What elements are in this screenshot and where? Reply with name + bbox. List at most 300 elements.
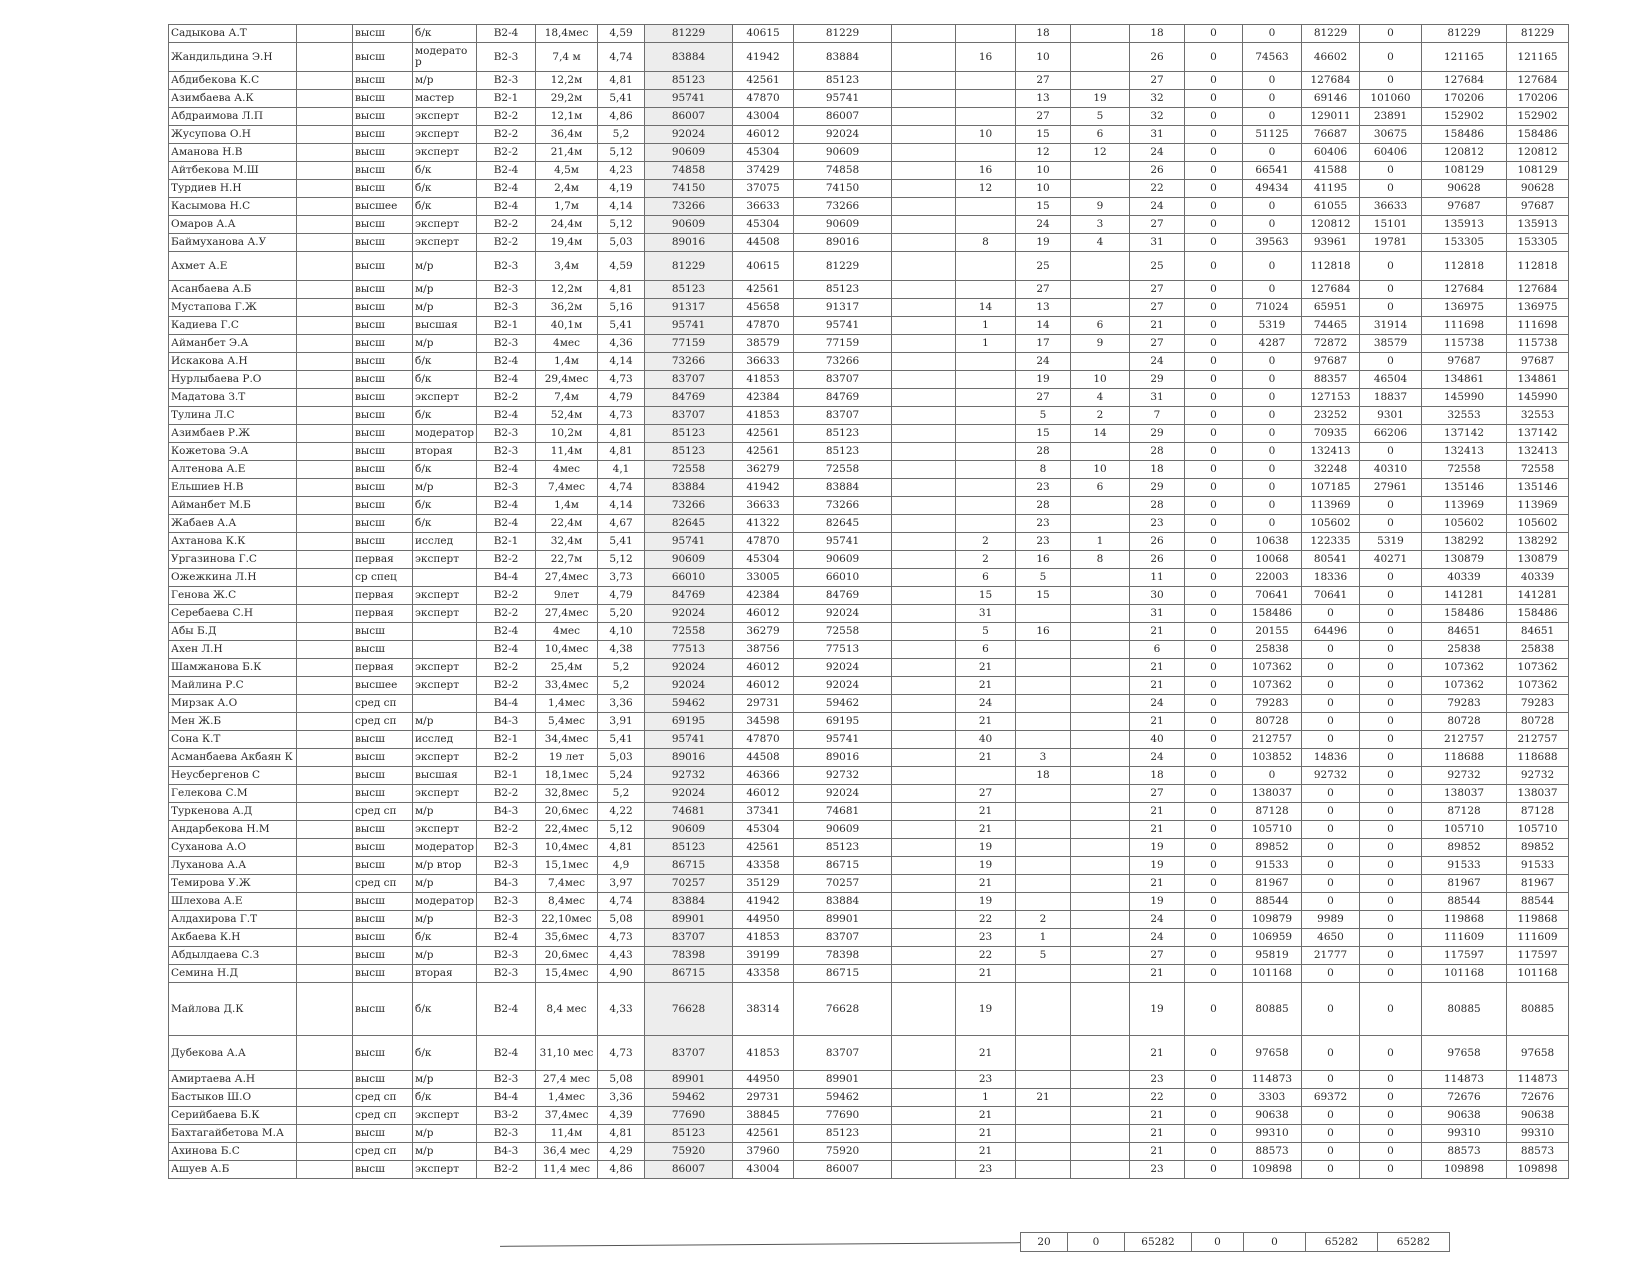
table-cell: 4,86 xyxy=(598,108,645,126)
table-cell xyxy=(297,1107,353,1125)
table-cell xyxy=(956,443,1016,461)
table-cell xyxy=(1016,1125,1071,1143)
table-cell: 27 xyxy=(956,785,1016,803)
table-cell: 4,14 xyxy=(598,198,645,216)
table-cell: 85123 xyxy=(794,281,892,299)
table-cell: 27 xyxy=(1130,281,1185,299)
table-cell: 37,4мес xyxy=(536,1107,598,1125)
table-cell: 24 xyxy=(1130,353,1185,371)
table-cell: 4мес xyxy=(536,461,598,479)
table-cell xyxy=(892,216,956,234)
table-cell: 135146 xyxy=(1422,479,1507,497)
table-cell: В2-2 xyxy=(477,216,536,234)
table-row xyxy=(169,479,1569,497)
table-cell: 2 xyxy=(956,533,1016,551)
table-cell: 33005 xyxy=(733,569,794,587)
table-cell xyxy=(297,713,353,731)
total-cell: 65282 xyxy=(1378,1233,1450,1252)
table-cell: 23 xyxy=(1130,1071,1185,1089)
employee-name-cell: Аманова Н.В xyxy=(169,144,297,162)
table-cell xyxy=(1071,893,1130,911)
table-cell xyxy=(1071,857,1130,875)
table-cell: 81229 xyxy=(1507,25,1569,43)
table-cell xyxy=(892,497,956,515)
table-cell: 97658 xyxy=(1422,1036,1507,1071)
table-cell: 132413 xyxy=(1302,443,1360,461)
table-cell: 83884 xyxy=(794,43,892,72)
table-cell: 101168 xyxy=(1422,965,1507,983)
employee-name-cell: Дубекова А.А xyxy=(169,1036,297,1071)
table-cell xyxy=(1071,1107,1130,1125)
table-cell xyxy=(1071,875,1130,893)
table-cell: модератор xyxy=(413,425,477,443)
table-cell: 1,4мес xyxy=(536,695,598,713)
table-cell: 39199 xyxy=(733,947,794,965)
table-cell: 158486 xyxy=(1507,126,1569,144)
table-cell: 21,4м xyxy=(536,144,598,162)
table-row xyxy=(169,72,1569,90)
table-cell: 4,73 xyxy=(598,1036,645,1071)
table-cell: 27 xyxy=(1130,947,1185,965)
table-cell xyxy=(892,43,956,72)
table-cell: 4,74 xyxy=(598,479,645,497)
table-cell: 120812 xyxy=(1422,144,1507,162)
table-cell: 113969 xyxy=(1507,497,1569,515)
table-cell: 22 xyxy=(956,947,1016,965)
table-cell: 136975 xyxy=(1507,299,1569,317)
table-cell xyxy=(956,198,1016,216)
table-cell: 23 xyxy=(1016,479,1071,497)
table-cell: 22 xyxy=(1130,1089,1185,1107)
table-cell: исслед xyxy=(413,533,477,551)
table-cell: 36,4м xyxy=(536,126,598,144)
table-cell: высш xyxy=(353,515,413,533)
table-cell: 36279 xyxy=(733,623,794,641)
table-cell: м/р xyxy=(413,1071,477,1089)
table-cell xyxy=(892,281,956,299)
table-cell: 44508 xyxy=(733,749,794,767)
table-cell: 0 xyxy=(1185,911,1243,929)
table-cell: 0 xyxy=(1360,43,1422,72)
table-cell: высш xyxy=(353,126,413,144)
table-cell: 1,4мес xyxy=(536,1089,598,1107)
table-cell: 0 xyxy=(1185,731,1243,749)
table-cell: 10,4мес xyxy=(536,641,598,659)
table-cell: 8 xyxy=(1071,551,1130,569)
table-cell: 109879 xyxy=(1243,911,1302,929)
table-cell: 92024 xyxy=(645,126,733,144)
table-cell: 0 xyxy=(1185,659,1243,677)
table-cell: 90609 xyxy=(794,216,892,234)
table-cell: 80885 xyxy=(1507,983,1569,1036)
table-cell: 27 xyxy=(1016,72,1071,90)
table-cell xyxy=(956,767,1016,785)
table-cell: 4,59 xyxy=(598,252,645,281)
table-cell: 92024 xyxy=(645,785,733,803)
table-cell: 0 xyxy=(1185,299,1243,317)
table-cell: 0 xyxy=(1185,144,1243,162)
table-cell: 45304 xyxy=(733,144,794,162)
table-row xyxy=(169,1143,1569,1161)
table-cell: 0 xyxy=(1302,965,1360,983)
table-cell: 5,12 xyxy=(598,821,645,839)
table-cell: В2-4 xyxy=(477,180,536,198)
table-cell xyxy=(892,1036,956,1071)
table-cell: 105602 xyxy=(1302,515,1360,533)
total-cell: 65282 xyxy=(1125,1233,1192,1252)
table-cell: 72558 xyxy=(645,461,733,479)
employee-name-cell: Баймуханова А.У xyxy=(169,234,297,252)
table-cell: 0 xyxy=(1185,551,1243,569)
table-cell xyxy=(413,641,477,659)
table-cell xyxy=(297,947,353,965)
table-cell xyxy=(1071,1161,1130,1179)
table-cell: 45304 xyxy=(733,821,794,839)
table-cell: 0 xyxy=(1360,1036,1422,1071)
table-row xyxy=(169,803,1569,821)
table-cell: высш xyxy=(353,144,413,162)
table-cell: 89016 xyxy=(645,234,733,252)
table-cell xyxy=(297,162,353,180)
table-cell: 25 xyxy=(1016,252,1071,281)
table-cell: В4-4 xyxy=(477,1089,536,1107)
table-cell xyxy=(892,965,956,983)
table-cell: 109898 xyxy=(1422,1161,1507,1179)
table-cell: 85123 xyxy=(794,443,892,461)
table-cell: 73266 xyxy=(794,353,892,371)
table-cell: высш xyxy=(353,965,413,983)
table-cell: 19 xyxy=(1130,893,1185,911)
table-cell: 115738 xyxy=(1507,335,1569,353)
table-cell xyxy=(892,605,956,623)
table-cell: 0 xyxy=(1185,371,1243,389)
table-cell: эксперт xyxy=(413,551,477,569)
table-cell xyxy=(1071,605,1130,623)
table-cell xyxy=(297,983,353,1036)
table-cell xyxy=(892,1071,956,1089)
table-cell: 11,4м xyxy=(536,443,598,461)
table-cell xyxy=(892,25,956,43)
table-cell: 81229 xyxy=(645,25,733,43)
table-cell: 18837 xyxy=(1360,389,1422,407)
table-cell: В2-3 xyxy=(477,893,536,911)
table-cell xyxy=(297,551,353,569)
table-cell: 40615 xyxy=(733,252,794,281)
table-cell xyxy=(297,389,353,407)
table-cell: 117597 xyxy=(1507,947,1569,965)
table-cell: 95741 xyxy=(794,317,892,335)
table-cell xyxy=(892,1143,956,1161)
table-row xyxy=(169,605,1569,623)
table-cell: 36279 xyxy=(733,461,794,479)
table-cell: 28 xyxy=(1016,497,1071,515)
table-cell: 22,10мес xyxy=(536,911,598,929)
table-cell: В2-4 xyxy=(477,623,536,641)
table-cell: 114873 xyxy=(1422,1071,1507,1089)
table-cell xyxy=(892,929,956,947)
table-cell: 119868 xyxy=(1422,911,1507,929)
table-cell: эксперт xyxy=(413,605,477,623)
table-cell: 105710 xyxy=(1422,821,1507,839)
table-cell: высш xyxy=(353,317,413,335)
table-cell: 97687 xyxy=(1507,198,1569,216)
table-cell: 112818 xyxy=(1507,252,1569,281)
table-cell: 4,81 xyxy=(598,72,645,90)
table-cell xyxy=(297,803,353,821)
employee-name-cell: Мадатова З.Т xyxy=(169,389,297,407)
employee-name-cell: Генова Ж.С xyxy=(169,587,297,605)
table-cell: В2-2 xyxy=(477,551,536,569)
table-cell: 47870 xyxy=(733,90,794,108)
table-cell: 86007 xyxy=(794,108,892,126)
table-cell: 86715 xyxy=(645,857,733,875)
table-cell: 25,4м xyxy=(536,659,598,677)
table-cell: 0 xyxy=(1360,299,1422,317)
table-cell: 108129 xyxy=(1422,162,1507,180)
table-cell: В2-4 xyxy=(477,371,536,389)
table-cell xyxy=(297,1071,353,1089)
table-cell: 0 xyxy=(1302,875,1360,893)
table-cell: 0 xyxy=(1360,893,1422,911)
table-cell: 0 xyxy=(1185,1161,1243,1179)
table-cell: 91533 xyxy=(1243,857,1302,875)
employee-name-cell: Айманбет М.Б xyxy=(169,497,297,515)
table-cell: 0 xyxy=(1185,281,1243,299)
table-cell xyxy=(956,216,1016,234)
table-cell: 27961 xyxy=(1360,479,1422,497)
table-cell: 107362 xyxy=(1243,659,1302,677)
table-cell: 0 xyxy=(1360,1107,1422,1125)
table-cell xyxy=(297,695,353,713)
table-cell xyxy=(297,929,353,947)
table-cell: 127153 xyxy=(1302,389,1360,407)
table-cell: 5 xyxy=(1071,108,1130,126)
table-cell: 97687 xyxy=(1507,353,1569,371)
table-cell: 32553 xyxy=(1422,407,1507,425)
table-cell xyxy=(297,281,353,299)
table-cell: 127684 xyxy=(1302,281,1360,299)
table-cell: 41942 xyxy=(733,893,794,911)
table-cell: В2-2 xyxy=(477,234,536,252)
table-cell xyxy=(892,1161,956,1179)
table-cell: 29731 xyxy=(733,1089,794,1107)
table-row xyxy=(169,929,1569,947)
table-cell: 106959 xyxy=(1243,929,1302,947)
employee-name-cell: Ургазинова Г.С xyxy=(169,551,297,569)
table-cell xyxy=(297,875,353,893)
table-cell: 83884 xyxy=(645,893,733,911)
table-cell: 45658 xyxy=(733,299,794,317)
table-cell: В2-4 xyxy=(477,198,536,216)
table-cell: 0 xyxy=(1185,108,1243,126)
table-cell xyxy=(297,515,353,533)
table-cell: сред сп xyxy=(353,803,413,821)
table-cell: В2-4 xyxy=(477,461,536,479)
table-cell: 4,19 xyxy=(598,180,645,198)
table-cell: 105602 xyxy=(1422,515,1507,533)
table-cell xyxy=(892,234,956,252)
table-cell: 90609 xyxy=(794,144,892,162)
table-cell: 38579 xyxy=(1360,335,1422,353)
table-cell xyxy=(297,1089,353,1107)
table-cell: 41322 xyxy=(733,515,794,533)
table-cell: 212757 xyxy=(1243,731,1302,749)
table-cell: 3,36 xyxy=(598,695,645,713)
table-cell: м/р xyxy=(413,479,477,497)
table-cell: 0 xyxy=(1360,713,1422,731)
table-cell: В2-2 xyxy=(477,108,536,126)
table-row xyxy=(169,299,1569,317)
table-cell: 22 xyxy=(956,911,1016,929)
table-cell: высш xyxy=(353,90,413,108)
table-cell: В2-2 xyxy=(477,389,536,407)
table-cell: В2-4 xyxy=(477,353,536,371)
table-cell: 0 xyxy=(1185,641,1243,659)
table-cell xyxy=(297,587,353,605)
table-cell: 31 xyxy=(1130,389,1185,407)
table-cell: б/к xyxy=(413,198,477,216)
table-cell: 35,6мес xyxy=(536,929,598,947)
table-cell: 10 xyxy=(1071,461,1130,479)
table-cell: 5,41 xyxy=(598,317,645,335)
table-cell: 24 xyxy=(1016,353,1071,371)
table-cell: 158486 xyxy=(1422,605,1507,623)
table-cell: 77159 xyxy=(794,335,892,353)
table-cell xyxy=(297,785,353,803)
table-cell: 5,2 xyxy=(598,659,645,677)
table-cell xyxy=(297,25,353,43)
table-cell: 134861 xyxy=(1422,371,1507,389)
table-cell: 19 xyxy=(956,893,1016,911)
table-cell: В2-3 xyxy=(477,947,536,965)
table-cell: 32248 xyxy=(1302,461,1360,479)
table-cell: 32,8мес xyxy=(536,785,598,803)
table-cell: 0 xyxy=(1360,605,1422,623)
table-cell: 47870 xyxy=(733,731,794,749)
total-cell: 65282 xyxy=(1306,1233,1378,1252)
table-cell: 89016 xyxy=(794,234,892,252)
table-cell: высш xyxy=(353,216,413,234)
table-cell: 0 xyxy=(1360,281,1422,299)
table-cell: 46602 xyxy=(1302,43,1360,72)
table-cell: б/к xyxy=(413,371,477,389)
table-cell: 4,73 xyxy=(598,371,645,389)
table-cell xyxy=(413,569,477,587)
table-cell: 12,2м xyxy=(536,72,598,90)
table-cell: 11 xyxy=(1130,569,1185,587)
table-cell: 81967 xyxy=(1422,875,1507,893)
table-cell xyxy=(1071,1125,1130,1143)
table-cell: 7,4мес xyxy=(536,875,598,893)
table-cell: эксперт xyxy=(413,234,477,252)
employee-name-cell: Абдибекова К.С xyxy=(169,72,297,90)
table-cell: б/к xyxy=(413,515,477,533)
employee-name-cell: Шамжанова Б.К xyxy=(169,659,297,677)
total-cell: 20 xyxy=(1021,1233,1068,1252)
table-cell: 7,4 м xyxy=(536,43,598,72)
table-cell: 77513 xyxy=(794,641,892,659)
table-cell: 14836 xyxy=(1302,749,1360,767)
table-cell: эксперт xyxy=(413,1161,477,1179)
table-cell: 5,08 xyxy=(598,911,645,929)
table-cell: 25838 xyxy=(1243,641,1302,659)
table-cell xyxy=(1071,162,1130,180)
table-cell: 212757 xyxy=(1422,731,1507,749)
table-cell: В2-2 xyxy=(477,126,536,144)
table-cell xyxy=(297,641,353,659)
table-cell: м/р xyxy=(413,252,477,281)
table-cell: 46366 xyxy=(733,767,794,785)
table-cell xyxy=(1016,803,1071,821)
table-cell xyxy=(297,1143,353,1161)
table-cell: первая xyxy=(353,605,413,623)
employee-name-cell: Ахен Л.Н xyxy=(169,641,297,659)
table-cell: 72558 xyxy=(794,461,892,479)
table-cell xyxy=(892,317,956,335)
table-cell: 6 xyxy=(1130,641,1185,659)
table-cell: первая xyxy=(353,551,413,569)
table-cell: 32,4м xyxy=(536,533,598,551)
table-cell xyxy=(956,461,1016,479)
table-row xyxy=(169,515,1569,533)
table-cell: 38314 xyxy=(733,983,794,1036)
employee-name-cell: Андарбекова Н.М xyxy=(169,821,297,839)
employee-name-cell: Азимбаева А.К xyxy=(169,90,297,108)
table-cell: 0 xyxy=(1360,252,1422,281)
table-cell: 70257 xyxy=(794,875,892,893)
table-cell: 138292 xyxy=(1422,533,1507,551)
table-cell: 22,4м xyxy=(536,515,598,533)
table-cell: 31 xyxy=(1130,126,1185,144)
table-cell xyxy=(956,479,1016,497)
table-cell: 0 xyxy=(1360,947,1422,965)
table-cell: 69372 xyxy=(1302,1089,1360,1107)
table-cell: 41195 xyxy=(1302,180,1360,198)
table-cell: эксперт xyxy=(413,1107,477,1125)
table-cell: 73266 xyxy=(794,198,892,216)
table-cell: 40310 xyxy=(1360,461,1422,479)
table-cell xyxy=(1071,785,1130,803)
table-cell: 0 xyxy=(1360,803,1422,821)
table-cell: 21 xyxy=(956,1143,1016,1161)
table-cell xyxy=(297,1161,353,1179)
table-row xyxy=(169,659,1569,677)
table-cell: 16 xyxy=(956,162,1016,180)
table-cell: 118688 xyxy=(1507,749,1569,767)
table-cell: сред сп xyxy=(353,695,413,713)
table-cell: 127684 xyxy=(1302,72,1360,90)
table-cell: сред сп xyxy=(353,875,413,893)
table-row xyxy=(169,443,1569,461)
total-cell: 0 xyxy=(1068,1233,1125,1252)
table-cell: В2-3 xyxy=(477,43,536,72)
table-cell xyxy=(297,126,353,144)
table-cell xyxy=(1071,695,1130,713)
table-cell: 95741 xyxy=(645,317,733,335)
table-cell xyxy=(413,623,477,641)
table-row xyxy=(169,857,1569,875)
table-cell: В4-3 xyxy=(477,803,536,821)
table-cell: В3-2 xyxy=(477,1107,536,1125)
table-cell: 92732 xyxy=(794,767,892,785)
table-cell: 10,4мес xyxy=(536,839,598,857)
table-cell: 5 xyxy=(1016,947,1071,965)
table-cell: м/р втор xyxy=(413,857,477,875)
table-cell: 4,5м xyxy=(536,162,598,180)
table-cell: 18 xyxy=(1016,767,1071,785)
table-cell: 66206 xyxy=(1360,425,1422,443)
table-cell: 0 xyxy=(1360,785,1422,803)
